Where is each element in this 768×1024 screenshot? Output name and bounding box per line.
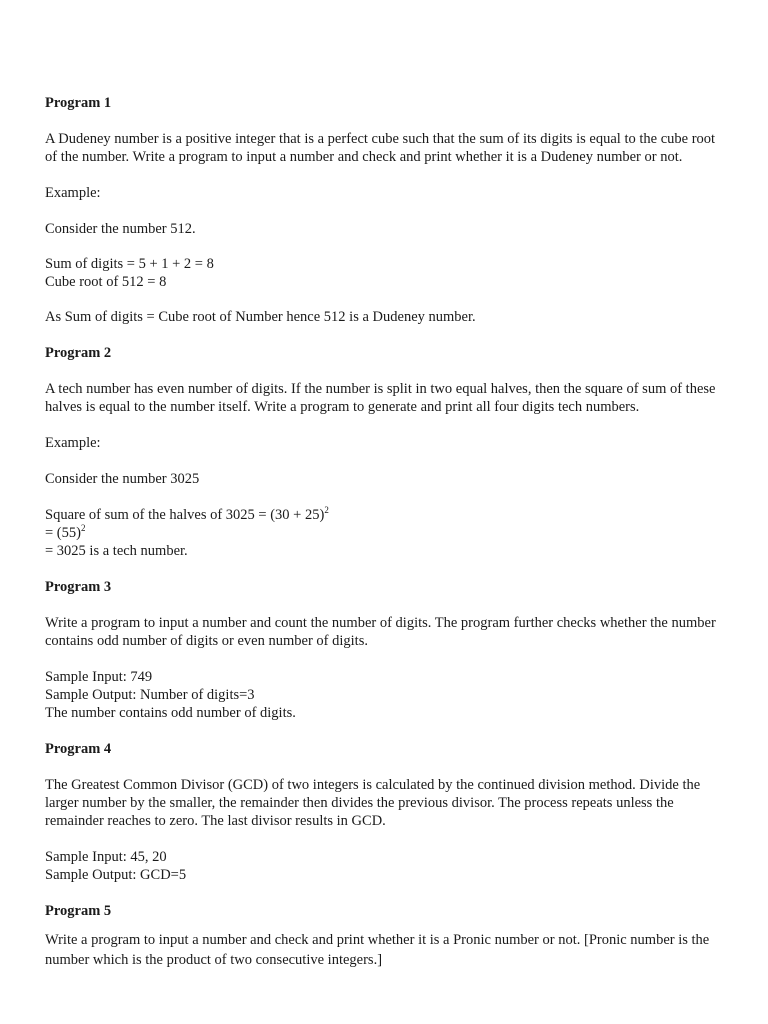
program-2-description: A tech number has even number of digits. If the number is split in two equal halves, then the square of sum of these halves is equal to the number itself. Write a program to generate and print all four digits tech numbers. <box>45 381 716 415</box>
program-3-section <box>45 578 725 722</box>
program-4-sample-output: Sample Output: GCD=5 <box>45 867 187 883</box>
program-3-sample-output: Sample Output: Number of digits=3 <box>45 687 255 703</box>
program-1-sum-line: Sum of digits = 5 + 1 + 2 = 8 <box>45 256 214 272</box>
program-2-square-exponent: 2 <box>324 505 329 516</box>
program-2-square-text: Square of sum of the halves of 3025 = (30 + 25) <box>45 507 325 523</box>
program-1-section <box>45 94 725 326</box>
program-3-heading: Program 3 <box>45 579 112 595</box>
program-1-example-label: Example: <box>45 185 101 201</box>
program-5-section <box>45 902 725 970</box>
program-4-heading: Program 4 <box>45 741 112 757</box>
program-2-square-line <box>45 506 725 524</box>
program-4-section <box>45 740 725 884</box>
program-3-sample-input: Sample Input: 749 <box>45 669 153 685</box>
program-1-heading: Program 1 <box>45 95 112 111</box>
program-1-description: A Dudeney number is a positive integer that is a perfect cube such that the sum of its digits is equal to the cube root of the number. Write a program to input a number and check and print whether it is a Dudeney number or not. <box>45 131 716 165</box>
program-4-sample-input: Sample Input: 45, 20 <box>45 849 167 865</box>
program-2-section <box>45 344 725 560</box>
program-2-result-line: = 3025 is a tech number. <box>45 543 188 559</box>
program-2-heading: Program 2 <box>45 345 112 361</box>
program-3-description: Write a program to input a number and count the number of digits. The program further checks whether the number contains odd number of digits or even number of digits. <box>45 615 716 649</box>
program-1-cube-root-line: Cube root of 512 = 8 <box>45 274 167 290</box>
program-2-fifty-five-line <box>45 524 725 542</box>
program-1-consider: Consider the number 512. <box>45 221 196 237</box>
program-2-fifty-five-exponent: 2 <box>80 523 86 534</box>
program-1-conclusion: As Sum of digits = Cube root of Number hence 512 is a Dudeney number. <box>45 309 476 325</box>
program-4-description: The Greatest Common Divisor (GCD) of two integers is calculated by the continued division method. Divide the larger number by the smaller, the remainder then divides the previous divisor. The process repeats unless the remainder reaches to zero. The last divisor results in GCD. <box>45 777 701 829</box>
document-body <box>45 94 725 970</box>
program-2-example-label: Example: <box>45 435 101 451</box>
program-2-consider: Consider the number 3025 <box>45 471 200 487</box>
program-3-result: The number contains odd number of digits. <box>45 705 296 721</box>
program-5-description: Write a program to input a number and check and print whether it is a Pronic number or not. [Pronic number is the number which is the product of two consecutive integers.] <box>45 932 710 968</box>
program-2-fifty-five-text: = (55) <box>45 525 81 541</box>
program-5-heading: Program 5 <box>45 903 112 919</box>
